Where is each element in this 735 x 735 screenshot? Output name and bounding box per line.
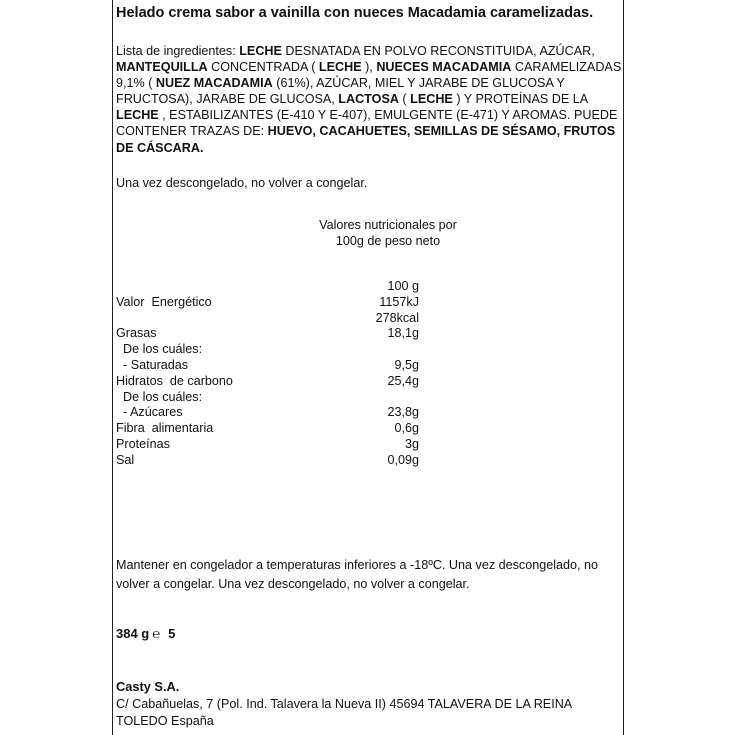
- allergen: NUEZ MACADAMIA: [155, 76, 273, 91]
- nutrition-label: Grasas: [116, 326, 157, 341]
- product-label: [112, 0, 624, 735]
- nutrition-row: [116, 421, 536, 437]
- nutrition-header-line2: 100g de peso neto: [335, 234, 441, 248]
- nutrition-header-line1: Valores nutricionales por: [319, 218, 457, 232]
- nutrition-row: [116, 405, 536, 421]
- allergen: LECHE: [410, 92, 453, 107]
- allergen: LECHE: [318, 60, 362, 75]
- company-address: C/ Cabañuelas, 7 (Pol. Ind. Talavera la Nueva II) 45694 TALAVERA DE LA REINA TOLEDO España: [116, 697, 572, 728]
- nutrition-value: 278kcal: [375, 310, 419, 325]
- storage-instructions: Mantener en congelador a temperaturas inferiores a -18ºC. Una vez descongelado, no volver a congelar. Una vez descongelado, no volver a congelar.: [116, 558, 599, 591]
- ingredients-list: [116, 43, 622, 156]
- allergen: LACTOSA: [338, 92, 399, 107]
- nutrition-value: 9,5g: [394, 357, 419, 372]
- allergen: NUECES MACADAMIA: [376, 60, 512, 75]
- nutrition-label: Valor Energético: [116, 294, 212, 309]
- ingredient-text: Lista de ingredientes:: [116, 44, 240, 58]
- nutrition-row: [116, 437, 536, 453]
- nutrition-label: De los cuáles:: [116, 342, 203, 357]
- nutrition-row: [116, 374, 536, 390]
- nutrition-row: [116, 390, 536, 406]
- nutrition-value: 100 g: [387, 279, 419, 293]
- ingredient-text: CARAMELIZADAS 9,1% (: [116, 60, 622, 91]
- nutrition-value: 18,1g: [387, 326, 419, 341]
- net-weight-value: 384 g: [116, 626, 150, 641]
- ingredient-text: (: [398, 92, 411, 107]
- nutrition-row: [116, 311, 536, 327]
- net-weight: [116, 626, 175, 641]
- allergen: LECHE: [116, 108, 159, 123]
- estimated-sign-icon: ℮: [152, 626, 161, 641]
- nutrition-label: - Saturadas: [116, 357, 189, 372]
- nutrition-value: 3g: [404, 436, 419, 451]
- nutrition-value: 0,6g: [394, 421, 419, 436]
- nutrition-row: [116, 326, 536, 342]
- nutrition-label: Proteínas: [116, 436, 170, 451]
- allergen: HUEVO, CACAHUETES, SEMILLAS DE SÉSAMO, FRUTOS DE CÁSCARA.: [116, 124, 616, 155]
- nutrition-row: [116, 279, 536, 295]
- refreeze-warning: Una vez descongelado, no volver a congelar.: [116, 176, 368, 190]
- ingredient-text: , ESTABILIZANTES (E-410 Y E-407), EMULGENTE (E-471) Y AROMAS. PUEDE CONTENER TRAZAS DE:: [116, 108, 618, 139]
- nutrition-value: 25,4g: [387, 373, 419, 388]
- ingredient-text: ),: [361, 60, 377, 75]
- nutrition-row: [116, 342, 536, 358]
- nutrition-label: Hidratos de carbono: [116, 373, 233, 388]
- nutrition-row: [116, 453, 536, 469]
- nutrition-label: - Azúcares: [116, 405, 183, 420]
- nutrition-header: [303, 217, 473, 249]
- nutrition-value: 0,09g: [387, 452, 419, 467]
- allergen: MANTEQUILLA: [116, 60, 208, 75]
- nutrition-label: Sal: [116, 452, 135, 467]
- nutrition-row: [116, 295, 536, 311]
- ingredient-text: ) Y PROTEÍNAS DE LA: [452, 92, 588, 107]
- ingredient-text: DESNATADA EN POLVO RECONSTITUIDA, AZÚCAR,: [281, 44, 595, 58]
- ingredient-text: (61%), AZÚCAR, MIEL Y JARABE DE GLUCOSA Y FRUCTOSA), JARABE DE GLUCOSA,: [116, 76, 565, 107]
- unit-count: 5: [168, 626, 176, 641]
- nutrition-table: [116, 279, 536, 469]
- allergen: LECHE: [239, 44, 282, 58]
- nutrition-label: De los cuáles:: [116, 389, 203, 404]
- company-name: Casty S.A.: [116, 679, 180, 694]
- nutrition-row: [116, 358, 536, 374]
- ingredient-text: CONCENTRADA (: [207, 60, 319, 75]
- nutrition-label: Fibra alimentaria: [116, 421, 214, 436]
- product-title: Helado crema sabor a vainilla con nueces Macadamia caramelizadas.: [116, 5, 594, 21]
- nutrition-value: 23,8g: [387, 405, 419, 420]
- nutrition-value: 1157kJ: [379, 294, 419, 309]
